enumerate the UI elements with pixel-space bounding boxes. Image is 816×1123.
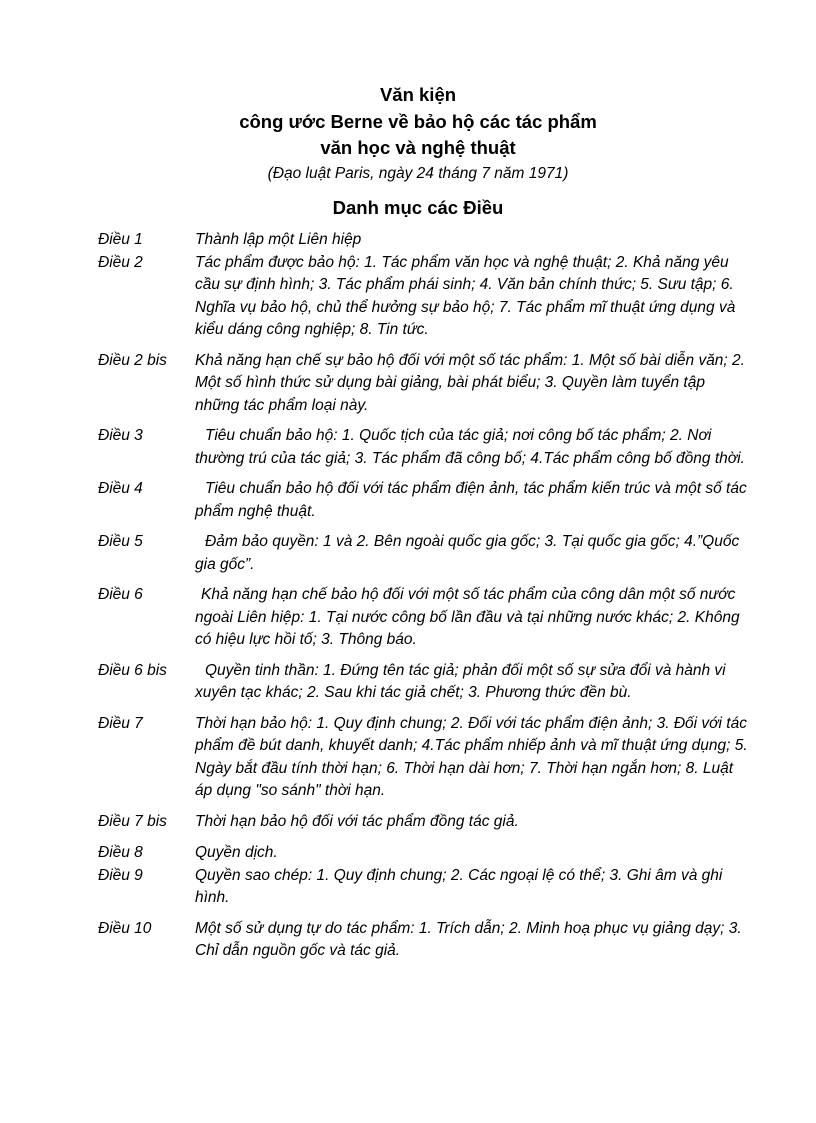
article-row <box>0 842 816 865</box>
document-title-line-3: văn học và nghệ thuật <box>320 137 516 158</box>
article-number: Điều 5 <box>98 533 143 550</box>
article-row <box>0 478 816 523</box>
article-list <box>0 229 816 963</box>
toc-heading: Danh mục các Điều <box>332 196 504 218</box>
article-number: Điều 6 <box>98 586 143 603</box>
article-number: Điều 7 <box>98 714 143 732</box>
article-description: Quyền dịch. <box>195 844 278 861</box>
article-description: Một số sử dụng tự do tác phẩm: 1. Trích dẫn; 2. Minh hoạ phục vụ giảng dạy; 3. Chỉ dẫn nguồn gốc và tác giả. <box>195 919 742 959</box>
article-description: Khả năng hạn chế bảo hộ đối với một số tác phẩm của công dân một số nước ngoài Liên hiệp: 1. Tại nước công bố lần đầu và tại những nước khác; 2. Không có hiệu lực hồi tố; 3. Thông báo. <box>195 586 740 648</box>
article-description: Quyền tinh thần: 1. Đứng tên tác giả; phản đối một số sự sửa đổi và hành vi xuyên tạc khác; 2. Sau khi tác giả chết; 3. Phương thức đền bù. <box>195 661 726 701</box>
article-number: Điều 1 <box>98 231 143 248</box>
document-title-line-2: công ước Berne về bảo hộ các tác phẩm <box>239 110 597 132</box>
article-number: Điều 8 <box>98 844 143 861</box>
article-number: Điều 2 bis <box>98 351 167 369</box>
article-row <box>0 531 816 576</box>
article-number: Điều 10 <box>98 919 152 937</box>
article-description: Tiêu chuẩn bảo hộ: 1. Quốc tịch của tác giả; nơi công bố tác phẩm; 2. Nơi thường trú của tác giả; 3. Tác phẩm đã công bố; 4.Tác phẩm công bố đồng thời. <box>195 427 745 467</box>
article-number: Điều 9 <box>98 866 143 884</box>
article-number: Điều 2 <box>98 253 143 271</box>
article-row <box>0 350 816 418</box>
article-number: Điều 3 <box>98 427 143 444</box>
article-description: Đảm bảo quyền: 1 và 2. Bên ngoài quốc gia gốc; 3. Tại quốc gia gốc; 4.”Quốc gia gốc”. <box>195 533 740 573</box>
article-description: Tiêu chuẩn bảo hộ đối với tác phẩm điện ảnh, tác phẩm kiến trúc và một số tác phẩm nghệ thuật. <box>195 480 747 520</box>
article-description: Thời hạn bảo hộ đối với tác phẩm đồng tác giả. <box>195 812 519 830</box>
article-row <box>0 425 816 470</box>
article-row <box>0 811 816 834</box>
article-row <box>0 229 816 252</box>
article-description: Thời hạn bảo hộ: 1. Quy định chung; 2. Đối với tác phẩm điện ảnh; 3. Đối với tác phẩm đề bút danh, khuyết danh; 4.Tác phẩm nhiếp ảnh và mĩ thuật ứng dụng; 5. Ngày bắt đầu tính thời hạn; 6. Thời hạn dài hơn; 7. Thời hạn ngắn hơn; 8. Luật áp dụng "so sánh" thời hạn. <box>195 714 748 799</box>
article-row <box>0 252 816 342</box>
article-row <box>0 660 816 705</box>
document-subtitle: (Đạo luật Paris, ngày 24 tháng 7 năm 1971) <box>267 164 569 182</box>
article-row <box>0 865 816 910</box>
document-title-line-1: Văn kiện <box>379 84 457 105</box>
document-header <box>0 82 816 220</box>
article-number: Điều 4 <box>98 480 143 497</box>
article-row <box>0 713 816 803</box>
article-description: Thành lập một Liên hiệp <box>195 231 362 248</box>
article-description: Quyền sao chép: 1. Quy định chung; 2. Các ngoại lệ có thể; 3. Ghi âm và ghi hình. <box>195 866 723 906</box>
article-row <box>0 584 816 652</box>
article-number: Điều 7 bis <box>98 812 167 830</box>
article-number: Điều 6 bis <box>98 661 167 679</box>
article-description: Tác phẩm được bảo hộ: 1. Tác phẩm văn học và nghệ thuật; 2. Khả năng yêu cầu sự định hình; 3. Tác phẩm phái sinh; 4. Văn bản chính thức; 5. Sưu tập; 6. Nghĩa vụ bảo hộ, chủ thể hưởng sự bảo hộ; 7. Tác phẩm mĩ thuật ứng dụng và kiểu dáng công nghiệp; 8. Tin tức. <box>195 253 736 338</box>
article-description: Khả năng hạn chế sự bảo hộ đối với một số tác phẩm: 1. Một số bài diễn văn; 2. Một số hình thức sử dụng bài giảng, bài phát biểu; 3. Quyền làm tuyển tập những tác phẩm loại này. <box>195 351 745 414</box>
article-row <box>0 918 816 963</box>
